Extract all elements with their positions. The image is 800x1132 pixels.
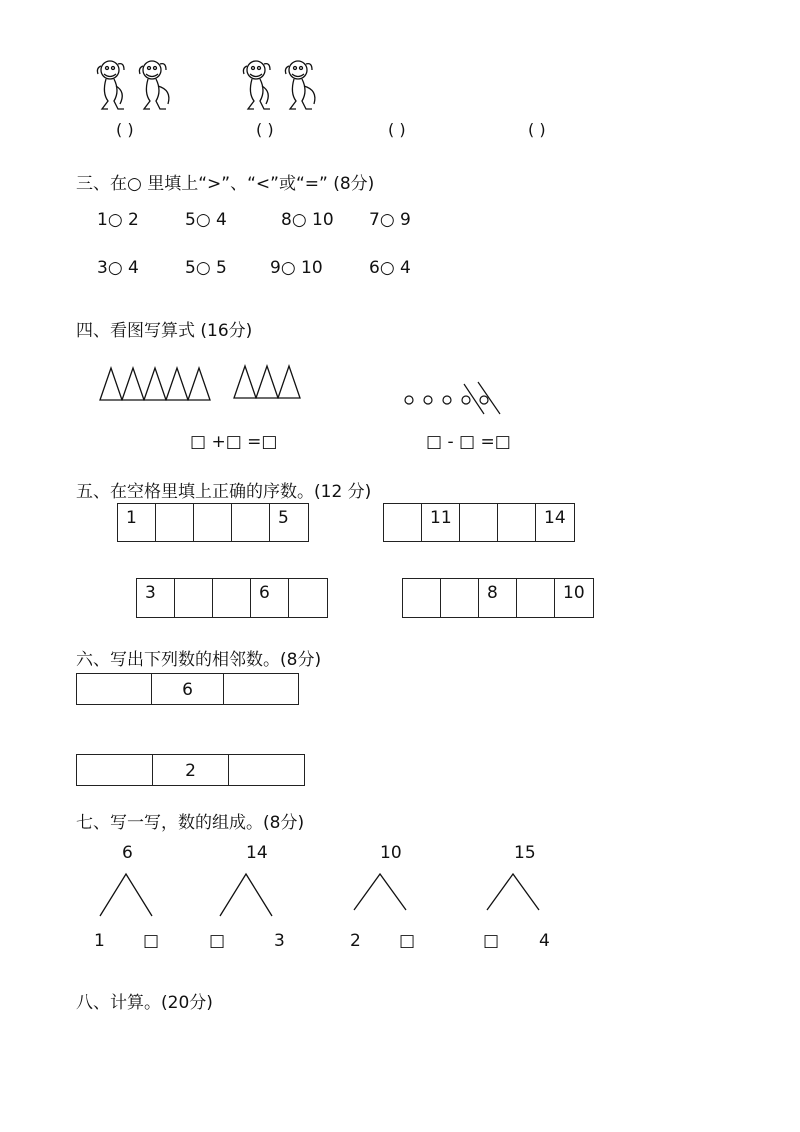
grid-cell[interactable]	[384, 504, 422, 541]
compare-item[interactable]: 5○ 4	[185, 210, 227, 230]
tree-top-number: 15	[514, 843, 536, 863]
triangles-left-group	[98, 366, 218, 402]
grid-cell[interactable]	[175, 579, 213, 617]
branch-lines	[98, 872, 154, 918]
grid-cell[interactable]	[156, 504, 194, 541]
tree-right-blank[interactable]: □	[143, 931, 160, 951]
triangles-right-group	[232, 364, 304, 400]
branch-lines	[352, 872, 408, 912]
compare-item[interactable]: 3○ 4	[97, 258, 139, 278]
branch-lines	[485, 872, 541, 912]
sequence-grid-4	[402, 578, 594, 618]
grid-cell[interactable]	[517, 579, 555, 617]
grid-cell[interactable]: 11	[422, 504, 460, 541]
tree-left-number: 1	[94, 931, 105, 951]
subtraction-formula[interactable]: □ - □ =□	[426, 432, 511, 452]
neighbor-row-1	[76, 673, 299, 705]
tree-top-number: 14	[246, 843, 268, 863]
grid-cell[interactable]: 10	[563, 583, 585, 603]
grid-cell[interactable]	[460, 504, 498, 541]
grid-cell[interactable]: 1	[118, 504, 156, 541]
tree-left-number: 2	[350, 931, 361, 951]
sequence-grid-1	[117, 503, 309, 542]
neighbor-cell[interactable]	[229, 755, 304, 785]
neighbor-cell[interactable]: 6	[152, 674, 224, 704]
neighbor-cell[interactable]	[77, 674, 152, 704]
tree-right-number: 3	[274, 931, 285, 951]
grid-cell[interactable]	[498, 504, 536, 541]
section-7-title: 七、写一写，数的组成。(8分)	[76, 813, 305, 833]
compare-item[interactable]: 9○ 10	[270, 258, 323, 278]
tree-left-blank[interactable]: □	[483, 931, 500, 951]
neighbor-cell[interactable]	[77, 755, 153, 785]
neighbor-cell[interactable]	[224, 674, 298, 704]
grid-cell[interactable]	[213, 579, 251, 617]
answer-blank-3[interactable]: ( )	[388, 120, 406, 139]
section-6-title: 六、写出下列数的相邻数。(8分)	[76, 650, 322, 670]
grid-cell[interactable]: 14	[544, 508, 566, 528]
branch-lines	[218, 872, 274, 918]
monkey-group-1	[92, 56, 192, 118]
grid-cell[interactable]	[289, 579, 327, 617]
answer-blank-2[interactable]: ( )	[256, 120, 274, 139]
sequence-grid-3	[136, 578, 328, 618]
tree-top-number: 6	[122, 843, 133, 863]
sequence-grid-2	[383, 503, 575, 542]
grid-cell[interactable]	[232, 504, 270, 541]
answer-blank-1[interactable]: ( )	[116, 120, 134, 139]
answer-blank-4[interactable]: ( )	[528, 120, 546, 139]
neighbor-cell[interactable]: 2	[153, 755, 229, 785]
section-5-title: 五、在空格里填上正确的序数。(12 分)	[76, 482, 372, 502]
tree-right-blank[interactable]: □	[399, 931, 416, 951]
compare-item[interactable]: 8○ 10	[281, 210, 334, 230]
grid-cell[interactable]: 6	[251, 579, 289, 617]
grid-cell[interactable]: 8	[479, 579, 517, 617]
tree-top-number: 10	[380, 843, 402, 863]
tree-left-blank[interactable]: □	[209, 931, 226, 951]
compare-item[interactable]: 7○ 9	[369, 210, 411, 230]
grid-cell[interactable]: 3	[137, 579, 175, 617]
section-3-title: 三、在○ 里填上“>”、“<”或“=” (8分)	[76, 174, 375, 194]
addition-formula[interactable]: □ +□ =□	[190, 432, 278, 452]
grid-cell[interactable]	[194, 504, 232, 541]
section-4-title: 四、看图写算式 (16分)	[76, 321, 253, 341]
tree-right-number: 4	[539, 931, 550, 951]
section-8-title: 八、计算。(20分)	[76, 993, 213, 1013]
grid-cell[interactable]	[403, 579, 441, 617]
compare-item[interactable]: 6○ 4	[369, 258, 411, 278]
circles-crossed-group	[400, 380, 505, 416]
grid-cell[interactable]	[441, 579, 479, 617]
neighbor-row-2	[76, 754, 305, 786]
compare-item[interactable]: 1○ 2	[97, 210, 139, 230]
compare-item[interactable]: 5○ 5	[185, 258, 227, 278]
grid-cell[interactable]: 5	[278, 508, 289, 528]
monkey-group-2	[238, 56, 338, 118]
